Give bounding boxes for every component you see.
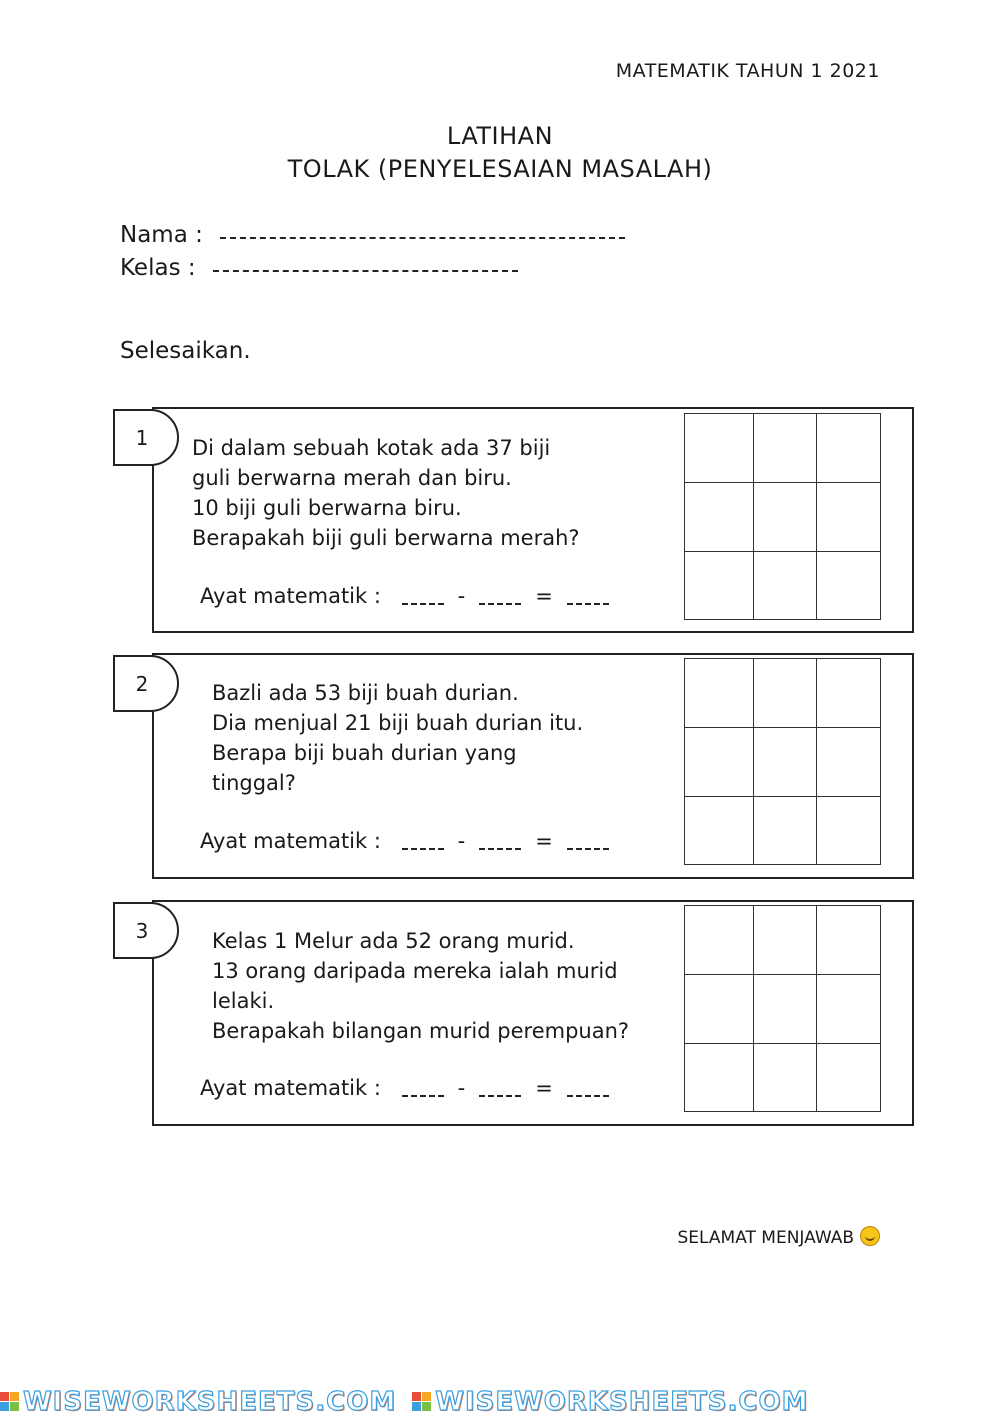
- grid-cell[interactable]: [685, 414, 754, 483]
- minus-sign: -: [457, 584, 466, 608]
- working-grid-2[interactable]: [684, 658, 881, 865]
- math-sentence-label: Ayat matematik :: [200, 584, 381, 608]
- grid-cell[interactable]: [817, 552, 881, 620]
- grid-cell[interactable]: [754, 483, 817, 552]
- grid-cell[interactable]: [817, 414, 881, 483]
- working-grid-3[interactable]: [684, 905, 881, 1112]
- minus-sign: -: [457, 829, 466, 853]
- class-label: Kelas :: [120, 255, 196, 281]
- question-line: lelaki.: [212, 989, 275, 1013]
- grid-cell[interactable]: [754, 797, 817, 865]
- answer-blank[interactable]: [402, 603, 444, 605]
- answer-blank[interactable]: [567, 1095, 609, 1097]
- class-field[interactable]: [120, 255, 518, 281]
- footer-greeting: [600, 1226, 880, 1248]
- question-line: Bazli ada 53 biji buah durian.: [212, 681, 519, 705]
- logo-icon: [0, 1392, 19, 1411]
- minus-sign: -: [457, 1076, 466, 1100]
- grid-cell[interactable]: [817, 483, 881, 552]
- grid-cell[interactable]: [817, 975, 881, 1044]
- grid-cell[interactable]: [817, 659, 881, 728]
- answer-blank[interactable]: [479, 603, 521, 605]
- watermark-text: WISEWORKSHEETS.COM: [23, 1386, 397, 1413]
- name-blank-line[interactable]: [220, 233, 625, 239]
- question-line: Di dalam sebuah kotak ada 37 biji: [192, 436, 551, 460]
- question-line: Dia menjual 21 biji buah durian itu.: [212, 711, 584, 735]
- math-sentence-3: [200, 1076, 623, 1100]
- question-line: guli berwarna merah dan biru.: [192, 466, 512, 490]
- grid-cell[interactable]: [685, 975, 754, 1044]
- footer-text: SELAMAT MENJAWAB: [677, 1228, 854, 1248]
- grid-cell[interactable]: [685, 797, 754, 865]
- question-text-2: [212, 678, 583, 798]
- name-field[interactable]: [120, 222, 625, 248]
- grid-cell[interactable]: [685, 728, 754, 797]
- grid-cell[interactable]: [685, 906, 754, 975]
- class-blank-line[interactable]: [213, 266, 518, 272]
- answer-blank[interactable]: [567, 848, 609, 850]
- grid-cell[interactable]: [754, 975, 817, 1044]
- worksheet-subtitle: TOLAK (PENYELESAIAN MASALAH): [287, 155, 713, 183]
- grid-cell[interactable]: [685, 483, 754, 552]
- question-line: Berapakah biji guli berwarna merah?: [192, 526, 580, 550]
- grid-cell[interactable]: [685, 1044, 754, 1112]
- grid-cell[interactable]: [754, 906, 817, 975]
- working-grid-1[interactable]: [684, 413, 881, 620]
- math-sentence-2: [200, 829, 623, 853]
- equals-sign: =: [535, 829, 553, 853]
- grid-cell[interactable]: [754, 659, 817, 728]
- grid-cell[interactable]: [817, 728, 881, 797]
- grid-cell[interactable]: [817, 906, 881, 975]
- question-line: tinggal?: [212, 771, 296, 795]
- equals-sign: =: [535, 1076, 553, 1100]
- subject-header: MATEMATIK TAHUN 1 2021: [615, 60, 880, 82]
- watermark-banner: [0, 1378, 1000, 1413]
- equals-sign: =: [535, 584, 553, 608]
- instruction-text: Selesaikan.: [120, 338, 251, 364]
- answer-blank[interactable]: [479, 848, 521, 850]
- grid-cell[interactable]: [817, 1044, 881, 1112]
- question-number-1: 1: [113, 409, 179, 466]
- math-sentence-label: Ayat matematik :: [200, 829, 381, 853]
- question-line: Kelas 1 Melur ada 52 orang murid.: [212, 929, 575, 953]
- math-sentence-1: [200, 584, 623, 608]
- smiley-icon: [860, 1226, 880, 1246]
- worksheet-title: LATIHAN: [446, 122, 554, 150]
- grid-cell[interactable]: [685, 552, 754, 620]
- watermark-item: [412, 1387, 808, 1413]
- answer-blank[interactable]: [402, 848, 444, 850]
- question-line: Berapa biji buah durian yang: [212, 741, 517, 765]
- answer-blank[interactable]: [402, 1095, 444, 1097]
- answer-blank[interactable]: [479, 1095, 521, 1097]
- grid-cell[interactable]: [754, 414, 817, 483]
- name-label: Nama :: [120, 222, 203, 248]
- watermark-item: [0, 1387, 396, 1413]
- answer-blank[interactable]: [567, 603, 609, 605]
- question-line: 10 biji guli berwarna biru.: [192, 496, 462, 520]
- question-number-2: 2: [113, 655, 179, 712]
- question-number-3: 3: [113, 902, 179, 959]
- watermark-text: WISEWORKSHEETS.COM: [435, 1386, 809, 1413]
- grid-cell[interactable]: [754, 552, 817, 620]
- logo-icon: [412, 1392, 431, 1411]
- question-text-1: [192, 433, 580, 553]
- grid-cell[interactable]: [817, 797, 881, 865]
- question-line: 13 orang daripada mereka ialah murid: [212, 959, 618, 983]
- math-sentence-label: Ayat matematik :: [200, 1076, 381, 1100]
- grid-cell[interactable]: [754, 1044, 817, 1112]
- grid-cell[interactable]: [685, 659, 754, 728]
- grid-cell[interactable]: [754, 728, 817, 797]
- question-text-3: [212, 926, 629, 1046]
- question-line: Berapakah bilangan murid perempuan?: [212, 1019, 630, 1043]
